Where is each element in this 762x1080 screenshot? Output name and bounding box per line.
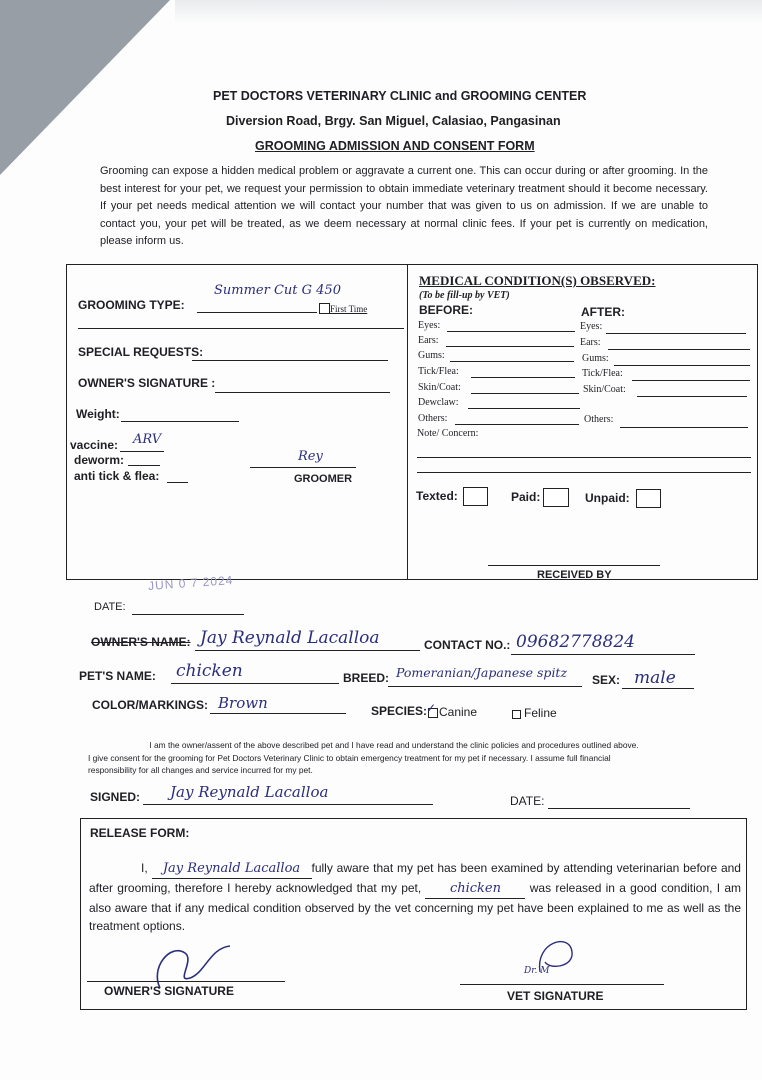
signed-line [143,804,433,805]
sex-label: SEX: [592,673,621,687]
breed-value[interactable]: Pomeranian/Japanese spitz [396,665,568,680]
note-label: Note/ Concern: [417,428,479,439]
consent-line-1: I am the owner/assent of the above described pet and I have read and understand the clinic policies and procedures outlined above. [149,740,639,750]
groomer-line [250,467,356,468]
signed-value[interactable]: Jay Reynald Lacalloa [170,783,329,801]
anti-tick-label: anti tick & flea: [74,469,160,483]
before-skin-line[interactable] [471,393,579,394]
sex-value[interactable]: male [634,668,676,688]
feline-checkbox[interactable] [512,710,521,719]
release-owner-value[interactable]: Jay Reynald Lacalloa [152,860,312,879]
canine-label: Canine [439,705,478,719]
after-skin-label: Skin/Coat: [583,384,626,395]
vaccine-line [120,451,164,452]
after-ears-line[interactable] [608,349,750,350]
feline-label: Feline [524,706,557,720]
release-i: I, [141,861,148,875]
before-eyes-label: Eyes: [418,320,441,331]
release-text-2: was released in a good condition, I am also aware that if any medical condition observed by the vet concerning my pet have been explained to me as well as the treatment options. [89,881,741,933]
vaccine-label: vaccine: [70,438,119,452]
color-label: COLOR/MARKINGS: [92,698,208,712]
vet-signature-scribble [510,932,590,982]
weight-label: Weight: [76,407,120,421]
before-tick-line[interactable] [471,377,575,378]
before-others-label: Others: [418,413,448,424]
after-gums-line[interactable] [614,365,750,366]
release-text-1: fully aware that my pet has been examined by attending veterinarian before and after grooming, therefore I hereby acknowledged that my pet, [89,861,741,895]
before-tick-label: Tick/Flea: [418,366,459,377]
before-gums-line[interactable] [450,361,574,362]
groomer-value[interactable]: Rey [298,449,323,464]
consent-line-2: I give consent for the grooming for Pet Doctors Veterinary Clinic to obtain emergency treatment for my pet if necessary. I assume full financial [88,753,611,763]
before-gums-label: Gums: [418,350,445,361]
date-label: DATE: [94,601,126,613]
breed-label: BREED: [343,671,390,685]
before-skin-label: Skin/Coat: [418,382,461,393]
medical-title: MEDICAL CONDITION(S) OBSERVED: [419,273,656,288]
received-by-line[interactable] [488,565,660,566]
color-value[interactable]: Brown [218,694,268,712]
canine-check-mark: ✓ [426,701,437,715]
clinic-address: Diversion Road, Brgy. San Miguel, Calasiao, Pangasinan [226,114,561,128]
grooming-type-label: GROOMING TYPE: [78,298,185,312]
after-others-line[interactable] [620,427,748,428]
frame-divider [407,265,408,579]
before-eyes-line[interactable] [447,331,575,332]
grooming-extra-line [78,328,404,329]
after-others-label: Others: [584,414,614,425]
signed-date-line[interactable] [548,808,690,809]
before-ears-line[interactable] [446,346,574,347]
contact-line [511,654,695,655]
first-time-checkbox[interactable] [319,303,330,314]
breed-line [388,686,582,687]
release-pet-value[interactable]: chicken [425,880,525,899]
vet-signature-value: Dr. M [524,966,550,976]
release-vet-signature-label: VET SIGNATURE [507,989,604,1003]
release-text [89,859,741,935]
texted-label: Texted: [416,489,458,503]
deworm-label: deworm: [74,453,125,467]
owner-name-label: OWNER'S NAME: [91,635,191,649]
note-line-2[interactable] [417,472,751,473]
paid-label: Paid: [511,490,541,504]
weight-line[interactable] [121,421,239,422]
special-requests-line[interactable] [192,360,388,361]
pet-name-line [171,683,339,684]
grooming-type-value[interactable]: Summer Cut G 450 [214,283,341,298]
color-line [210,713,346,714]
medical-subtitle: (To be fill-up by VET) [419,290,510,301]
release-owner-signature-line[interactable] [87,981,285,982]
groomer-label: GROOMER [294,473,353,485]
owner-signature-label: OWNER'S SIGNATURE : [78,376,216,390]
after-skin-line[interactable] [637,396,747,397]
pet-name-label: PET'S NAME: [79,669,156,683]
after-eyes-line[interactable] [606,333,746,334]
scan-shadow [0,0,170,175]
owner-signature-line[interactable] [215,392,390,393]
signed-label: SIGNED: [90,790,141,804]
before-others-line[interactable] [455,424,579,425]
consent-line-3: responsibility for all changes and service incurred for my pet. [88,765,313,775]
release-owner-signature-label: OWNER'S SIGNATURE [104,984,234,998]
special-requests-label: SPECIAL REQUESTS: [78,345,204,359]
date-stamp: JUN 0 7 2024 [147,573,234,593]
before-ears-label: Ears: [418,335,439,346]
paid-checkbox[interactable] [543,488,569,507]
date-line[interactable] [132,614,244,615]
received-by-label: RECEIVED BY [537,569,612,581]
form-title: GROOMING ADMISSION AND CONSENT FORM [255,139,535,153]
pet-name-value[interactable]: chicken [176,661,243,681]
unpaid-label: Unpaid: [585,491,630,505]
owner-name-line [195,650,420,651]
after-tick-label: Tick/Flea: [582,368,623,379]
after-gums-label: Gums: [582,353,609,364]
sex-line [622,688,694,689]
after-tick-line[interactable] [632,380,750,381]
anti-tick-line[interactable] [167,482,188,483]
before-label: BEFORE: [419,303,473,317]
unpaid-checkbox[interactable] [636,489,661,508]
before-dewclaw-label: Dewclaw: [418,397,459,408]
deworm-line[interactable] [128,465,160,466]
clinic-name: PET DOCTORS VETERINARY CLINIC and GROOMING CENTER [213,89,587,103]
contact-label: CONTACT NO.: [424,638,511,652]
first-time-label: First Time [330,304,368,314]
grooming-type-line [197,312,317,313]
signed-date-label: DATE: [510,794,545,808]
vaccine-value[interactable]: ARV [133,432,162,447]
release-title: RELEASE FORM: [90,826,190,840]
release-vet-signature-line[interactable] [460,984,664,985]
note-line-1[interactable] [417,457,751,458]
texted-checkbox[interactable] [463,487,488,506]
after-ears-label: Ears: [580,337,601,348]
after-label: AFTER: [581,305,625,319]
species-label: SPECIES: [371,704,428,718]
after-eyes-label: Eyes: [580,321,603,332]
contact-value[interactable]: 09682778824 [516,632,635,652]
before-dewclaw-line[interactable] [468,408,580,409]
owner-name-value[interactable]: Jay Reynald Lacalloa [200,628,380,648]
scan-edge [175,0,762,24]
intro-paragraph: Grooming can expose a hidden medical problem or aggravate a current one. This can occur during or after grooming. In the best interest for your pet, we request your permission to obtain immediate veterinary treatment should it become necessary. If your pet needs medical attention we will contact your number that was given to us on admission. If we are unable to contact you, your pet will be treated, as we deem necessary at normal clinic fees. If your pet is currently on medication, please inform us. [100,165,708,247]
